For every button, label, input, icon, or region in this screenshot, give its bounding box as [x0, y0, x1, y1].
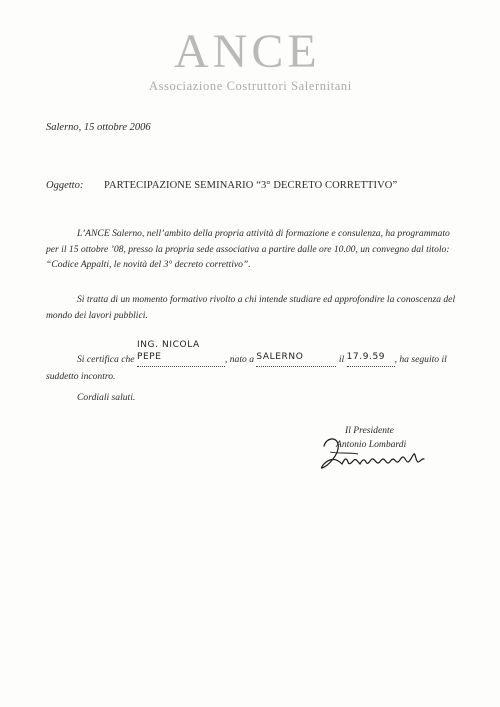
certification-ending: ha seguito il suddetto incontro. — [46, 354, 447, 382]
signatory-name: Antonio Lombardi — [336, 439, 407, 450]
date-label: il — [338, 354, 345, 365]
born-label: nato a — [229, 354, 255, 365]
participant-name: ING. NICOLA PEPE — [136, 340, 200, 362]
certification-intro: Si certifica che — [77, 354, 135, 365]
association-subtitle: Associazione Costruttori Salernitani — [149, 79, 352, 93]
paragraph-purpose-text: Si tratta di un momento formativo rivolto a chi intende studiare ed approfondire la conoscenza del mondo dei lavori pubblici. — [46, 294, 456, 321]
subject-label: Oggetto: — [46, 180, 84, 191]
letter-date: Salerno, 15 ottobre 2006 — [46, 122, 151, 133]
subject-text: PARTECIPAZIONE SEMINARIO “3° DECRETO CORRETTIVO” — [104, 180, 398, 191]
signatory-title: Il Presidente — [345, 425, 394, 436]
birthplace: SALERNO — [256, 352, 304, 362]
paragraph-seminar — [46, 226, 458, 273]
closing-greeting: Cordiali saluti. — [77, 392, 136, 403]
certification-line: Si certifica che ING. NICOLA PEPE , nato a SALERNO il 17.9.59 , ha seguito il suddetto incontro. — [46, 340, 447, 382]
name-field — [137, 342, 225, 367]
handwritten-signature — [318, 432, 438, 482]
birthdate-field — [347, 354, 395, 367]
birthdate: 17.9.59 — [346, 352, 386, 362]
birthplace-field — [256, 354, 336, 367]
ance-logo: ANCE — [174, 25, 321, 78]
paragraph-seminar-text: L’ANCE Salerno, nell’ambito della propria attività di formazione e consulenza, ha programmato per il 15 ottobre ’08, presso la propria sede associativa a partire dalle ore 10.00, un convegno dal titolo: “Codice Appalti, le novità del 3° decreto correttivo”. — [46, 228, 450, 270]
paragraph-purpose — [46, 292, 458, 323]
